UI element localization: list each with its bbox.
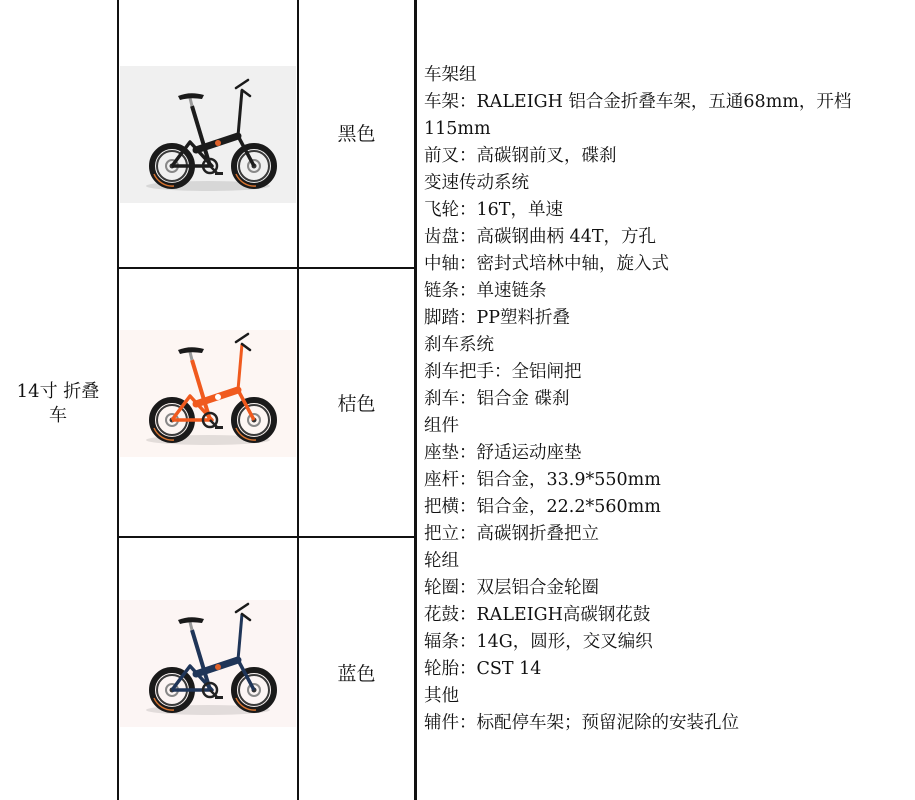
spec-line: 座垫：舒适运动座垫: [424, 443, 582, 463]
spec-line: 轮圈：双层铝合金轮圈: [424, 578, 599, 598]
spec-line: 脚踏：PP塑料折叠: [424, 308, 571, 328]
spec-line: 飞轮：16T，单速: [424, 200, 563, 220]
spec-line: 其他: [424, 686, 459, 706]
spec-line: 齿盘：高碳钢曲柄 44T，方孔: [424, 227, 657, 247]
spec-line: 把横：铝合金，22.2*560mm: [424, 497, 661, 517]
spec-line: 刹车把手：全铝闸把: [424, 362, 582, 382]
color-label-black: 黑色: [337, 123, 376, 145]
folding-bike-image: [120, 600, 296, 727]
table-border-right: [414, 0, 417, 800]
product-name-line1: 14寸 折叠: [16, 381, 100, 402]
spec-line: 刹车系统: [424, 335, 494, 355]
spec-list: [424, 62, 912, 737]
spec-line: 把立：高碳钢折叠把立: [424, 524, 599, 544]
spec-line: 轮胎：CST 14: [424, 659, 542, 679]
spec-line: 115mm: [424, 119, 491, 139]
spec-line: 链条：单速链条: [424, 281, 547, 301]
table-border-left: [117, 0, 119, 800]
spec-line: 车架组: [424, 65, 477, 85]
row-divider-1: [117, 267, 415, 269]
spec-line: 前叉：高碳钢前叉，碟刹: [424, 146, 617, 166]
color-label-orange: 桔色: [337, 393, 376, 415]
bike-photo-black: [120, 66, 296, 203]
bike-photo-orange: [120, 330, 296, 457]
product-name-cell: [2, 380, 114, 428]
spec-line: 刹车：铝合金 碟刹: [424, 389, 570, 409]
product-name-line2: 车: [49, 405, 67, 426]
bike-photo-blue: [120, 600, 296, 727]
spec-line: 辐条：14G，圆形，交叉编织: [424, 632, 653, 652]
folding-bike-image: [120, 66, 296, 203]
row-divider-2: [117, 536, 415, 538]
color-label-blue: 蓝色: [337, 663, 376, 685]
folding-bike-image: [120, 330, 296, 457]
spec-line: 辅件：标配停车架；预留泥除的安装孔位: [424, 713, 739, 733]
spec-line: 花鼓：RALEIGH高碳钢花鼓: [424, 605, 651, 625]
spec-line: 变速传动系统: [424, 173, 529, 193]
spec-line: 座杆：铝合金，33.9*550mm: [424, 470, 661, 490]
spec-line: 中轴：密封式培林中轴，旋入式: [424, 254, 669, 274]
spec-line: 车架：RALEIGH 铝合金折叠车架，五通68mm，开档: [424, 92, 852, 112]
spec-line: 组件: [424, 416, 459, 436]
spec-line: 轮组: [424, 551, 459, 571]
table-border-middle: [297, 0, 299, 800]
